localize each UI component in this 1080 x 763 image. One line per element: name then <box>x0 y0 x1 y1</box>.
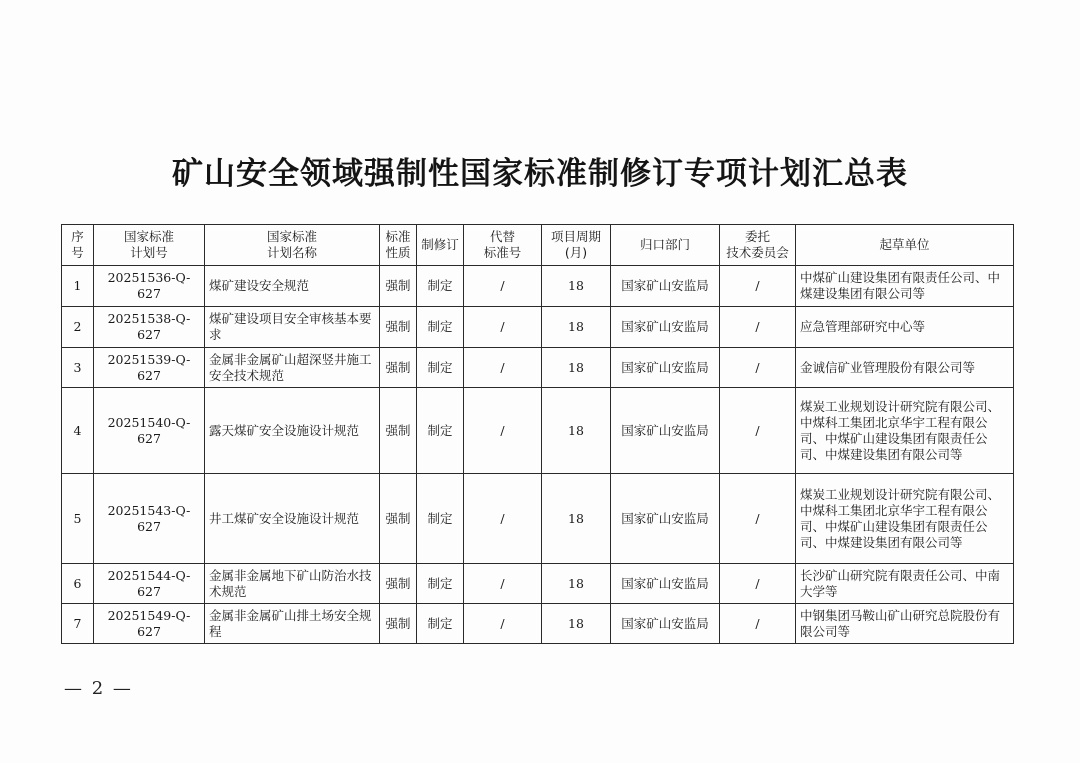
cell-period: 18 <box>542 564 611 604</box>
plan-summary-table <box>61 224 1014 644</box>
cell-revision: 制定 <box>417 474 464 564</box>
header-seq: 序号 <box>62 225 94 266</box>
cell-seq: 2 <box>62 307 94 348</box>
header-nature: 标准 性质 <box>380 225 417 266</box>
cell-replace: / <box>464 474 542 564</box>
cell-revision: 制定 <box>417 604 464 644</box>
cell-plan-name: 露天煤矿安全设施设计规范 <box>205 388 380 474</box>
cell-seq: 3 <box>62 348 94 388</box>
cell-drafter: 中钢集团马鞍山矿山研究总院股份有限公司等 <box>796 604 1014 644</box>
cell-drafter: 煤炭工业规划设计研究院有限公司、中煤科工集团北京华宇工程有限公司、中煤矿山建设集团有限责任公司、中煤建设集团有限公司等 <box>796 388 1014 474</box>
cell-plan-no: 20251540-Q-627 <box>94 388 205 474</box>
cell-seq: 1 <box>62 266 94 307</box>
cell-period: 18 <box>542 348 611 388</box>
cell-revision: 制定 <box>417 388 464 474</box>
cell-dept: 国家矿山安监局 <box>611 474 720 564</box>
header-revision: 制修订 <box>417 225 464 266</box>
cell-committee: / <box>720 474 796 564</box>
cell-plan-no: 20251544-Q-627 <box>94 564 205 604</box>
cell-drafter: 中煤矿山建设集团有限责任公司、中煤建设集团有限公司等 <box>796 266 1014 307</box>
cell-committee: / <box>720 604 796 644</box>
cell-nature: 强制 <box>380 604 417 644</box>
cell-period: 18 <box>542 474 611 564</box>
page-title: 矿山安全领域强制性国家标准制修订专项计划汇总表 <box>172 156 908 192</box>
cell-replace: / <box>464 388 542 474</box>
cell-dept: 国家矿山安监局 <box>611 307 720 348</box>
cell-committee: / <box>720 348 796 388</box>
cell-revision: 制定 <box>417 266 464 307</box>
cell-revision: 制定 <box>417 348 464 388</box>
header-period: 项目周期 (月) <box>542 225 611 266</box>
cell-drafter: 应急管理部研究中心等 <box>796 307 1014 348</box>
cell-nature: 强制 <box>380 564 417 604</box>
header-drafter: 起草单位 <box>796 225 1014 266</box>
cell-nature: 强制 <box>380 348 417 388</box>
table-row <box>62 474 1014 564</box>
cell-drafter: 金诚信矿业管理股份有限公司等 <box>796 348 1014 388</box>
cell-nature: 强制 <box>380 388 417 474</box>
cell-period: 18 <box>542 266 611 307</box>
cell-dept: 国家矿山安监局 <box>611 604 720 644</box>
cell-drafter: 煤炭工业规划设计研究院有限公司、中煤科工集团北京华宇工程有限公司、中煤矿山建设集团有限责任公司、中煤建设集团有限公司等 <box>796 474 1014 564</box>
cell-plan-name: 金属非金属矿山排土场安全规程 <box>205 604 380 644</box>
cell-dept: 国家矿山安监局 <box>611 266 720 307</box>
cell-revision: 制定 <box>417 307 464 348</box>
cell-committee: / <box>720 388 796 474</box>
cell-nature: 强制 <box>380 266 417 307</box>
cell-plan-name: 金属非金属矿山超深竖井施工安全技术规范 <box>205 348 380 388</box>
cell-seq: 6 <box>62 564 94 604</box>
header-plan-no: 国家标准 计划号 <box>94 225 205 266</box>
cell-replace: / <box>464 348 542 388</box>
cell-plan-name: 煤矿建设安全规范 <box>205 266 380 307</box>
cell-revision: 制定 <box>417 564 464 604</box>
cell-committee: / <box>720 307 796 348</box>
cell-replace: / <box>464 564 542 604</box>
cell-period: 18 <box>542 388 611 474</box>
header-plan-name: 国家标准 计划名称 <box>205 225 380 266</box>
table-header-row <box>62 225 1014 266</box>
cell-nature: 强制 <box>380 307 417 348</box>
header-dept: 归口部门 <box>611 225 720 266</box>
cell-dept: 国家矿山安监局 <box>611 564 720 604</box>
cell-plan-no: 20251536-Q-627 <box>94 266 205 307</box>
header-replace: 代替 标准号 <box>464 225 542 266</box>
cell-plan-no: 20251538-Q-627 <box>94 307 205 348</box>
cell-seq: 5 <box>62 474 94 564</box>
cell-dept: 国家矿山安监局 <box>611 348 720 388</box>
cell-replace: / <box>464 604 542 644</box>
cell-replace: / <box>464 307 542 348</box>
header-committee: 委托 技术委员会 <box>720 225 796 266</box>
table-row <box>62 564 1014 604</box>
cell-seq: 7 <box>62 604 94 644</box>
cell-committee: / <box>720 564 796 604</box>
cell-plan-name: 金属非金属地下矿山防治水技术规范 <box>205 564 380 604</box>
cell-plan-name: 煤矿建设项目安全审核基本要求 <box>205 307 380 348</box>
table-row <box>62 388 1014 474</box>
cell-seq: 4 <box>62 388 94 474</box>
table-row <box>62 266 1014 307</box>
cell-dept: 国家矿山安监局 <box>611 388 720 474</box>
table-row <box>62 604 1014 644</box>
table-row <box>62 307 1014 348</box>
cell-period: 18 <box>542 307 611 348</box>
cell-nature: 强制 <box>380 474 417 564</box>
cell-plan-no: 20251549-Q-627 <box>94 604 205 644</box>
page-number: — 2 — <box>64 678 133 699</box>
cell-plan-name: 井工煤矿安全设施设计规范 <box>205 474 380 564</box>
table-row <box>62 348 1014 388</box>
cell-period: 18 <box>542 604 611 644</box>
cell-plan-no: 20251539-Q-627 <box>94 348 205 388</box>
cell-committee: / <box>720 266 796 307</box>
cell-drafter: 长沙矿山研究院有限责任公司、中南大学等 <box>796 564 1014 604</box>
cell-plan-no: 20251543-Q-627 <box>94 474 205 564</box>
cell-replace: / <box>464 266 542 307</box>
